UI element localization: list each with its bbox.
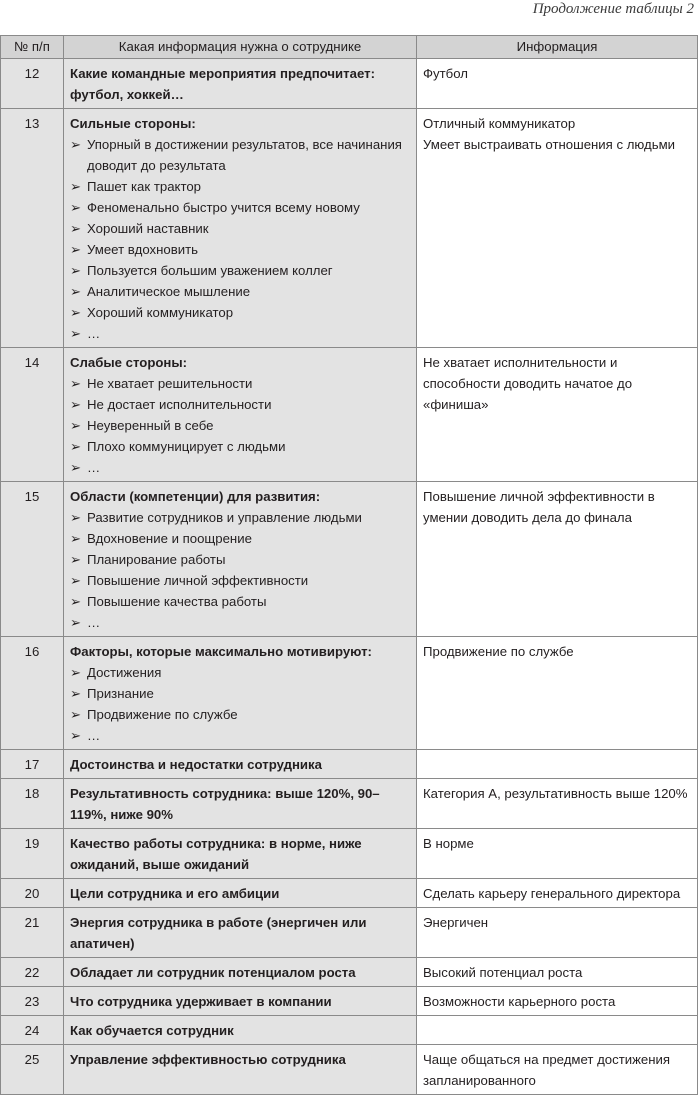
row-number: 25 [1,1045,64,1095]
list-item [70,507,410,528]
list-item-text: Пашет как трактор [87,179,202,194]
row-number: 13 [1,109,64,348]
answer-cell [417,1016,698,1045]
arrow-bullet-icon: ➢ [70,552,82,567]
question-cell [64,750,417,779]
list-item [70,302,410,323]
question-cell [64,59,417,109]
bullet-list [70,134,410,344]
answer-text: Продвижение по службе [423,644,574,659]
row-number: 12 [1,59,64,109]
list-item-text: Плохо коммуницирует с людьми [87,439,286,454]
table-row [1,348,698,482]
list-item-text: Аналитическое мышление [87,284,251,299]
answer-cell [417,348,698,482]
list-item [70,436,410,457]
table-row [1,829,698,879]
question-cell [64,829,417,879]
answer-cell [417,59,698,109]
answer-cell [417,879,698,908]
arrow-bullet-icon: ➢ [70,439,82,454]
table-header-row [1,36,698,59]
list-item-text: Не хватает решительности [87,376,253,391]
table-row [1,750,698,779]
list-item-text: Неуверенный в себе [87,418,214,433]
list-item [70,612,410,633]
answer-cell [417,109,698,348]
row-number: 18 [1,779,64,829]
list-item-text: Не достает исполнительности [87,397,272,412]
arrow-bullet-icon: ➢ [70,531,82,546]
answer-text: Отличный коммуникатор [423,116,576,131]
question-cell [64,958,417,987]
row-number: 23 [1,987,64,1016]
question-text: Что сотрудника удерживает в компании [70,994,332,1009]
list-item [70,528,410,549]
row-number: 21 [1,908,64,958]
answer-cell [417,779,698,829]
arrow-bullet-icon: ➢ [70,665,82,680]
question-text: Энергия сотрудника в работе (энергичен или апатичен) [70,915,367,951]
list-item [70,457,410,478]
row-number: 17 [1,750,64,779]
arrow-bullet-icon: ➢ [70,284,82,299]
list-item-text: Хороший наставник [87,221,209,236]
list-item-text: Планирование работы [87,552,226,567]
list-item-text: Хороший коммуникатор [87,305,234,320]
bullet-list [70,373,410,478]
row-number: 22 [1,958,64,987]
question-text: Качество работы сотрудника: в норме, ниже ожиданий, выше ожиданий [70,836,362,872]
question-cell [64,482,417,637]
answer-cell [417,829,698,879]
question-text: Достоинства и недостатки сотрудника [70,757,322,772]
list-item [70,570,410,591]
list-item [70,134,410,176]
arrow-bullet-icon: ➢ [70,326,82,341]
list-item-text: … [87,460,101,475]
question-text: Какие командные мероприятия предпочитает: футбол, хоккей… [70,66,375,102]
bullet-list [70,662,410,746]
employee-info-table [0,35,698,1095]
question-text: Результативность сотрудника: выше 120%, 90–119%, ниже 90% [70,786,380,822]
list-item [70,591,410,612]
table-row [1,987,698,1016]
answer-text: Футбол [423,66,468,81]
answer-text: Повышение личной эффективности в умении доводить дела до финала [423,489,655,525]
answer-cell [417,637,698,750]
header-number: № п/п [1,36,64,59]
arrow-bullet-icon: ➢ [70,615,82,630]
question-text: Обладает ли сотрудник потенциалом роста [70,965,356,980]
question-cell [64,1045,417,1095]
row-number: 20 [1,879,64,908]
header-question: Какая информация нужна о сотруднике [64,36,417,59]
question-cell [64,987,417,1016]
list-item [70,281,410,302]
arrow-bullet-icon: ➢ [70,707,82,722]
list-item-text: Вдохновение и поощрение [87,531,252,546]
answer-text: Возможности карьерного роста [423,994,616,1009]
list-item-text: Феноменально быстро учится всему новому [87,200,360,215]
arrow-bullet-icon: ➢ [70,242,82,257]
list-item-text: … [87,326,101,341]
arrow-bullet-icon: ➢ [70,594,82,609]
table-row [1,1045,698,1095]
list-item-text: Упорный в достижении результатов, все начинания доводит до результата [87,137,402,173]
list-item [70,373,410,394]
table-row [1,637,698,750]
list-item [70,683,410,704]
list-item-text: Признание [87,686,154,701]
list-item [70,549,410,570]
table-row [1,908,698,958]
row-number: 15 [1,482,64,637]
arrow-bullet-icon: ➢ [70,686,82,701]
arrow-bullet-icon: ➢ [70,137,82,152]
arrow-bullet-icon: ➢ [70,200,82,215]
arrow-bullet-icon: ➢ [70,460,82,475]
row-number: 16 [1,637,64,750]
table-caption: Продолжение таблицы 2 [532,1,694,17]
list-item [70,197,410,218]
list-item-text: Достижения [87,665,162,680]
list-item-text: Развитие сотрудников и управление людьми [87,510,362,525]
arrow-bullet-icon: ➢ [70,179,82,194]
question-cell [64,908,417,958]
list-item [70,323,410,344]
arrow-bullet-icon: ➢ [70,573,82,588]
table-row [1,109,698,348]
question-text: Цели сотрудника и его амбиции [70,886,280,901]
list-item [70,176,410,197]
arrow-bullet-icon: ➢ [70,376,82,391]
arrow-bullet-icon: ➢ [70,221,82,236]
question-text: Сильные стороны: [70,116,196,131]
table-row [1,1016,698,1045]
list-item [70,415,410,436]
arrow-bullet-icon: ➢ [70,510,82,525]
list-item [70,725,410,746]
question-text: Управление эффективностью сотрудника [70,1052,346,1067]
list-item [70,704,410,725]
answer-text: Энергичен [423,915,489,930]
answer-cell [417,908,698,958]
list-item-text: … [87,728,101,743]
answer-cell [417,750,698,779]
list-item [70,218,410,239]
arrow-bullet-icon: ➢ [70,305,82,320]
question-text: Как обучается сотрудник [70,1023,234,1038]
question-text: Слабые стороны: [70,355,188,370]
answer-cell [417,987,698,1016]
arrow-bullet-icon: ➢ [70,728,82,743]
list-item-text: Повышение личной эффективности [87,573,309,588]
question-text: Области (компетенции) для развития: [70,489,321,504]
question-text: Факторы, которые максимально мотивируют: [70,644,372,659]
answer-text: В норме [423,836,474,851]
header-answer: Информация [417,36,698,59]
question-cell [64,109,417,348]
answer-cell [417,1045,698,1095]
answer-text: Не хватает исполнительности и способности доводить начатое до «финиша» [423,355,633,412]
answer-cell [417,958,698,987]
row-number: 19 [1,829,64,879]
list-item [70,239,410,260]
list-item-text: Повышение качества работы [87,594,267,609]
arrow-bullet-icon: ➢ [70,397,82,412]
question-cell [64,879,417,908]
list-item-text: Продвижение по службе [87,707,238,722]
table-row [1,482,698,637]
list-item-text: … [87,615,101,630]
answer-text: Чаще общаться на предмет достижения запланированного [423,1052,671,1088]
list-item-text: Пользуется большим уважением коллег [87,263,333,278]
list-item [70,260,410,281]
row-number: 14 [1,348,64,482]
answer-text: Категория А, результативность выше 120% [423,786,688,801]
question-cell [64,779,417,829]
answer-text: Умеет выстраивать отношения с людьми [423,137,676,152]
list-item [70,394,410,415]
list-item [70,662,410,683]
answer-cell [417,482,698,637]
row-number: 24 [1,1016,64,1045]
question-cell [64,1016,417,1045]
arrow-bullet-icon: ➢ [70,418,82,433]
table-row [1,879,698,908]
list-item-text: Умеет вдохновить [87,242,199,257]
bullet-list [70,507,410,633]
table-row [1,958,698,987]
answer-text: Сделать карьеру генерального директора [423,886,681,901]
arrow-bullet-icon: ➢ [70,263,82,278]
question-cell [64,637,417,750]
question-cell [64,348,417,482]
table-body [1,59,698,1095]
answer-text: Высокий потенциал роста [423,965,583,980]
table-row [1,59,698,109]
table-row [1,779,698,829]
